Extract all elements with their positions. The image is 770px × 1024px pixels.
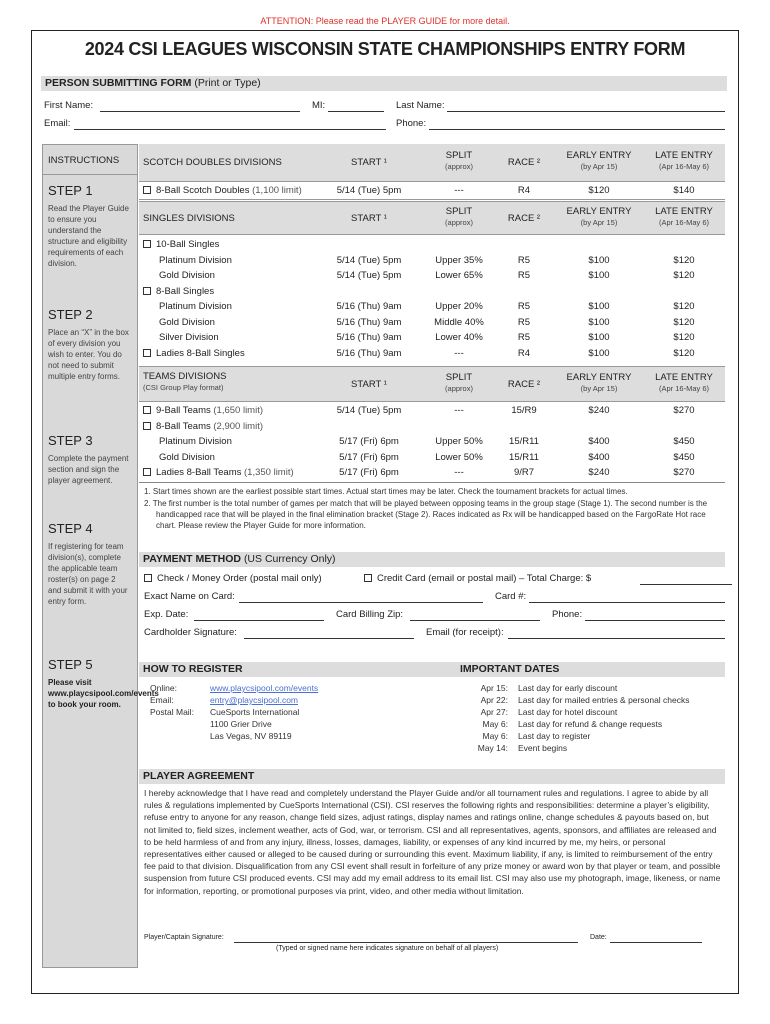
- zip-field[interactable]: [410, 620, 540, 621]
- email-field[interactable]: [74, 129, 386, 130]
- teams-split: ---: [454, 405, 464, 416]
- note-2: 2. The first number is the total number of games per match that will be played between opposing teams in the group stage (Stage 1). The second number is the handicapped race that will be played in the final elimination bracket (Stage 2). Races indicated as Rx will be handicapped based on the FargoRate Hot race chart. Please review the Player Guide for more information.: [144, 499, 708, 530]
- singles-name: Platinum Division: [159, 254, 232, 266]
- col-late-sub: (Apr 16-May 6): [658, 218, 709, 227]
- register-values: www.playcsipool.com/events entry@playcsipool.com CueSports International 1100 Grier Drive Las Vegas, NV 89119: [210, 683, 319, 741]
- step-3-title: STEP 3: [48, 433, 93, 448]
- note-1: 1. Start times shown are the earliest possible start times. Actual start times may be later. Check the tournament brackets for actual times.: [144, 487, 628, 496]
- card-number-field[interactable]: [529, 602, 725, 603]
- teams-limit: (2,900 limit): [210, 420, 264, 432]
- scotch-row: [139, 182, 725, 200]
- register-header: HOW TO REGISTER: [143, 663, 243, 675]
- singles-late: $120: [673, 301, 695, 312]
- singles-name: Gold Division: [159, 316, 215, 328]
- exact-name-field[interactable]: [239, 602, 483, 603]
- singles-race: R5: [517, 254, 531, 266]
- dates-list: [462, 682, 722, 754]
- date-item: Apr 27: Last day for hotel discount: [480, 707, 618, 717]
- teams-late: $450: [673, 451, 695, 463]
- singles-name: Ladies 8-Ball Singles: [156, 347, 245, 359]
- teams-header-row: [139, 366, 725, 402]
- online-link[interactable]: www.playcsipool.com/events: [210, 683, 319, 693]
- col-race: RACE ²: [507, 213, 541, 224]
- teams-name: Platinum Division: [159, 436, 232, 447]
- credit-checkbox[interactable]: [364, 574, 372, 582]
- teams-name: Gold Division: [159, 451, 215, 463]
- scotch-limit: (1,100 limit): [252, 185, 302, 196]
- step-1-title: STEP 1: [48, 183, 93, 198]
- teams-start: 5/17 (Fri) 6pm: [339, 436, 399, 447]
- scotch-early: $120: [588, 185, 610, 196]
- teams-start: 5/17 (Fri) 6pm: [339, 467, 399, 478]
- col-start: START ¹: [351, 157, 387, 168]
- teams-rows: [139, 405, 725, 483]
- teams-early: $400: [588, 436, 610, 447]
- col-early: EARLY ENTRY: [566, 206, 632, 217]
- scotch-name: 8-Ball Scotch Doubles: [156, 185, 250, 196]
- singles-name: Gold Division: [159, 270, 215, 281]
- teams-late: $450: [673, 436, 695, 447]
- singles-race: R5: [517, 270, 531, 281]
- zip-label: Card Billing Zip:: [336, 609, 404, 620]
- teams-early: $400: [588, 451, 610, 463]
- col-start: START ¹: [351, 379, 387, 390]
- singles-race: R5: [517, 316, 531, 328]
- singles-race: R5: [517, 301, 531, 312]
- dates-header: IMPORTANT DATES: [460, 663, 560, 675]
- singles-row: [139, 317, 725, 332]
- singles-early: $100: [588, 332, 610, 343]
- col-approx: (approx): [445, 384, 473, 393]
- col-race: RACE ²: [507, 157, 541, 168]
- teams-row: [139, 421, 725, 436]
- singles-name: 8-Ball Singles: [156, 285, 215, 297]
- register-labels: Online: Email: Postal Mail:: [150, 683, 194, 717]
- singles-early: $100: [588, 347, 610, 359]
- exact-name-label: Exact Name on Card:: [144, 591, 235, 602]
- singles-split: ---: [454, 347, 464, 359]
- teams-late: $270: [673, 467, 695, 478]
- col-early-sub: (by Apr 15): [580, 384, 618, 393]
- teams-row: [139, 467, 725, 482]
- scotch-header: SCOTCH DOUBLES DIVISIONS: [143, 157, 282, 168]
- col-late: LATE ENTRY: [655, 372, 713, 383]
- singles-checkbox[interactable]: [143, 240, 151, 248]
- singles-row: [139, 332, 725, 347]
- form-frame: [31, 30, 739, 994]
- col-early-sub: (by Apr 15): [580, 218, 618, 227]
- person-section-header: PERSON SUBMITTING FORM (Print or Type): [41, 76, 727, 91]
- singles-checkbox[interactable]: [143, 287, 151, 295]
- col-start: START ¹: [351, 213, 387, 224]
- col-late: LATE ENTRY: [655, 206, 713, 217]
- teams-early: $240: [588, 467, 610, 478]
- scotch-split: ---: [454, 185, 464, 196]
- exp-label: Exp. Date:: [144, 609, 189, 620]
- card-label: Card #:: [495, 591, 527, 602]
- cardholder-signature-label: Cardholder Signature:: [144, 627, 237, 638]
- singles-row: [139, 286, 725, 301]
- date-item: May 6: Last day for refund & change requests: [482, 719, 663, 729]
- singles-split: Middle 40%: [434, 316, 484, 328]
- singles-early: $100: [588, 270, 610, 281]
- teams-row: [139, 452, 725, 467]
- scotch-header-row: [139, 144, 725, 182]
- singles-name: Silver Division: [159, 332, 219, 343]
- last-name-field[interactable]: [447, 111, 725, 112]
- teams-early: $240: [588, 405, 610, 416]
- mi-label: MI:: [312, 100, 326, 111]
- teams-race: 9/R7: [513, 467, 535, 478]
- player-guide-link[interactable]: PLAYER GUIDE: [381, 16, 448, 26]
- singles-late: $120: [673, 347, 695, 359]
- teams-checkbox[interactable]: [143, 406, 151, 414]
- col-late: LATE ENTRY: [655, 150, 713, 161]
- card-phone-field[interactable]: [585, 620, 725, 621]
- teams-name: 8-Ball Teams: [156, 420, 211, 432]
- col-split: SPLIT: [445, 206, 473, 217]
- singles-header: SINGLES DIVISIONS: [143, 213, 235, 224]
- check-label: Check / Money Order (postal mail only): [157, 573, 322, 584]
- singles-row: [139, 270, 725, 285]
- singles-name: 10-Ball Singles: [156, 239, 220, 250]
- instructions-header: INSTRUCTIONS: [43, 145, 137, 175]
- teams-split: ---: [454, 467, 464, 478]
- player-signature-label: Player/Captain Signature:: [144, 934, 224, 941]
- singles-split: Lower 40%: [435, 332, 483, 343]
- singles-start: 5/16 (Thu) 9am: [336, 301, 402, 312]
- exp-field[interactable]: [194, 620, 324, 621]
- teams-limit: (1,350 limit): [241, 467, 294, 478]
- payment-header: PAYMENT METHOD (US Currency Only): [139, 552, 725, 567]
- step-4-title: STEP 4: [48, 521, 93, 536]
- step-1-text: Read the Player Guide to ensure you understand the structure and eligibility requirements of each division.: [48, 204, 129, 268]
- teams-header: TEAMS DIVISIONS: [143, 371, 227, 382]
- singles-start: 5/16 (Thu) 9am: [336, 332, 402, 343]
- singles-early: $100: [588, 316, 610, 328]
- singles-checkbox[interactable]: [143, 349, 151, 357]
- singles-race: R5: [517, 332, 531, 343]
- teams-checkbox[interactable]: [143, 468, 151, 476]
- teams-name: Ladies 8-Ball Teams: [156, 467, 242, 478]
- singles-split: Upper 20%: [435, 301, 483, 312]
- singles-row: [139, 301, 725, 316]
- singles-late: $120: [673, 316, 695, 328]
- receipt-email-field[interactable]: [508, 638, 725, 639]
- teams-start: 5/17 (Fri) 6pm: [339, 451, 399, 463]
- col-approx: (approx): [445, 218, 473, 227]
- instructions-sidebar: [42, 144, 159, 968]
- col-early: EARLY ENTRY: [566, 150, 632, 161]
- step-2-text: Place an “X” in the box of every division you wish to enter. You do not need to submit multiple entry forms.: [48, 328, 129, 381]
- teams-checkbox[interactable]: [143, 422, 151, 430]
- signature-note: (Typed or signed name here indicates signature on behalf of all players): [276, 945, 499, 952]
- col-split: SPLIT: [445, 150, 473, 161]
- teams-split: Upper 50%: [435, 436, 483, 447]
- col-split: SPLIT: [445, 372, 473, 383]
- col-approx: (approx): [445, 162, 473, 171]
- teams-late: $270: [673, 405, 695, 416]
- teams-split: Lower 50%: [435, 451, 483, 463]
- col-race: RACE ²: [507, 379, 541, 390]
- teams-start: 5/14 (Tue) 5pm: [336, 405, 402, 416]
- date-label: Date:: [590, 934, 607, 941]
- teams-race: 15/R11: [509, 436, 539, 447]
- teams-sub: (CSI Group Play format): [143, 383, 224, 392]
- last-name-label: Last Name:: [396, 100, 445, 111]
- check-checkbox[interactable]: [144, 574, 152, 582]
- phone-field[interactable]: [429, 129, 725, 130]
- singles-late: $120: [673, 332, 695, 343]
- first-name-field[interactable]: [100, 111, 300, 112]
- col-early: EARLY ENTRY: [566, 372, 632, 383]
- col-late-sub: (Apr 16-May 6): [658, 384, 709, 393]
- first-name-label: First Name:: [44, 100, 94, 111]
- form-title: 2024 CSI LEAGUES WISCONSIN STATE CHAMPIONSHIPS ENTRY FORM: [84, 39, 686, 59]
- teams-limit: (1,650 limit): [210, 405, 264, 416]
- singles-name: Platinum Division: [159, 301, 232, 312]
- player-signature-field[interactable]: [234, 942, 578, 943]
- singles-row: [139, 255, 725, 270]
- agreement-text: I hereby acknowledge that I have read and completely understand the Player Guide and/or all tournament rules and regulations. I agree to abide by all rules & regulations implemented by CueSports International (CSI). CSI reserves the following rights and responsibilities: determine a player’s eligibility, refuse entry to anyone for any reason, change field sizes, adjust ratings, display names and ratings online, change schedules & payouts based on, but not limited to, field sizes, inclement weather, acts of God, war, or terrorism. CSI and all representatives, agents, sponsors, and affiliates are released and to be held harmless of and from any injury, illness, losses, damages, liability, or expenses of any kind incurred by me, my heirs, or personal representatives either caused or alleged to be caused during or surrounding this event. Maximum liability, if any, is limited to reimbursement of the entry fee paid to that division. Disqualification from any CSI event shall result in forfeiture of any prize money or award won by that player or team, and possible suspension from future CSI produced events. CSI may add my email address to its email list. CSI may also use my photograph, image, likeness, or name for information, reporting, or promotional purposes via print, video, and other media without limitation.: [144, 788, 721, 896]
- singles-early: $100: [588, 254, 610, 266]
- teams-race: 15/R11: [509, 451, 539, 463]
- date-item: May 6: Last day to register: [482, 731, 591, 741]
- col-late-sub: (Apr 16-May 6): [658, 162, 709, 171]
- singles-row: [139, 348, 725, 363]
- teams-row: [139, 436, 725, 451]
- teams-row: [139, 405, 725, 420]
- cardholder-signature-field[interactable]: [244, 638, 414, 639]
- singles-split: Lower 65%: [435, 270, 483, 281]
- date-item: Apr 15: Last day for early discount: [480, 683, 618, 693]
- singles-race: R4: [517, 347, 531, 359]
- credit-label: Credit Card (email or postal mail) – Total Charge: $: [377, 573, 592, 584]
- singles-late: $120: [673, 254, 695, 266]
- date-field[interactable]: [610, 942, 702, 943]
- scotch-race: R4: [517, 185, 531, 196]
- singles-split: Upper 35%: [435, 254, 483, 266]
- singles-start: 5/14 (Tue) 5pm: [336, 254, 402, 266]
- step-5-text[interactable]: Please visit www.playcsipool.com/events to book your room.: [48, 678, 159, 709]
- register-dates-bar: [139, 662, 725, 677]
- email-label: Email:: [44, 118, 71, 129]
- date-item: May 14: Event begins: [477, 743, 568, 753]
- singles-header-row: [139, 201, 725, 235]
- scotch-late: $140: [673, 185, 695, 196]
- date-item: Apr 22: Last day for mailed entries & personal checks: [480, 695, 690, 705]
- scotch-start: 5/14 (Tue) 5pm: [336, 185, 402, 196]
- total-charge-field[interactable]: [640, 584, 732, 585]
- receipt-email-label: Email (for receipt):: [426, 627, 504, 638]
- singles-late: $120: [673, 270, 695, 281]
- singles-start: 5/14 (Tue) 5pm: [336, 270, 402, 281]
- email-link[interactable]: entry@playcsipool.com: [210, 695, 298, 705]
- step-5-title: STEP 5: [48, 657, 93, 672]
- singles-early: $100: [588, 301, 610, 312]
- mi-field[interactable]: [328, 111, 384, 112]
- card-phone-label: Phone:: [552, 609, 583, 620]
- singles-row: [139, 239, 725, 254]
- singles-start: 5/16 (Thu) 9am: [336, 347, 402, 359]
- scotch-checkbox[interactable]: [143, 186, 151, 194]
- singles-start: 5/16 (Thu) 9am: [336, 316, 402, 328]
- attention-banner: ATTENTION: Please read the PLAYER GUIDE for more detail.: [260, 16, 510, 26]
- col-early-sub: (by Apr 15): [580, 162, 618, 171]
- phone-label: Phone:: [396, 118, 427, 129]
- step-2-title: STEP 2: [48, 307, 93, 322]
- teams-race: 15/R9: [511, 405, 537, 416]
- step-3-text: Complete the payment section and sign the player agreement.: [48, 454, 129, 485]
- step-4-text: If registering for team division(s), complete the applicable team roster(s) on page 2 and submit it with your entry form.: [48, 542, 128, 606]
- teams-name: 9-Ball Teams: [156, 405, 211, 416]
- agreement-header: PLAYER AGREEMENT: [139, 769, 725, 784]
